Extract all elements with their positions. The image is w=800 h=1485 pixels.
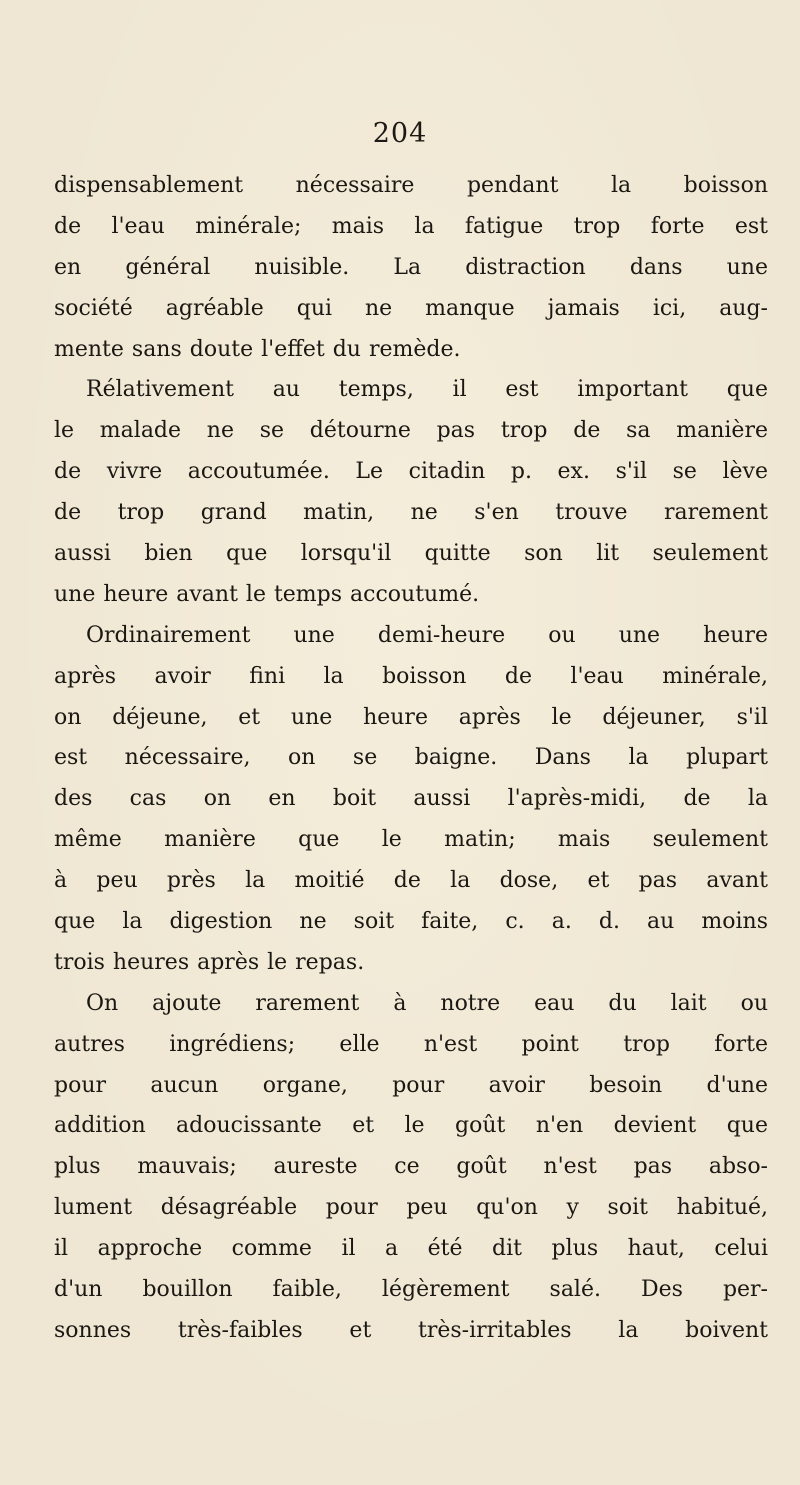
text-line: addition adoucissante et le goût n'en devient que <box>54 1113 768 1139</box>
text-line: d'un bouillon faible, légèrement salé. Des per- <box>54 1277 768 1303</box>
text-line: mente sans doute l'effet du remède. <box>54 336 461 362</box>
text-line: autres ingrédiens; elle n'est point trop forte <box>54 1031 768 1057</box>
text-line: sonnes très-faibles et très-irritables la boivent <box>54 1317 768 1343</box>
text-line: une heure avant le temps accoutumé. <box>54 581 480 607</box>
text-line: Ordinairement une demi-heure ou une heure <box>86 622 768 648</box>
text-line: on déjeune, et une heure après le déjeuner, s'il <box>54 704 768 730</box>
text-line: Rélativement au temps, il est important que <box>86 377 768 403</box>
text-line: société agréable qui ne manque jamais ici, aug- <box>54 295 768 321</box>
text-line: que la digestion ne soit faite, c. a. d. au moins <box>54 909 768 935</box>
text-line: il approche comme il a été dit plus haut, celui <box>54 1236 768 1262</box>
text-line: de l'eau minérale; mais la fatigue trop forte est <box>54 213 768 239</box>
text-line: est nécessaire, on se baigne. Dans la plupart <box>54 745 768 771</box>
text-line: dispensablement nécessaire pendant la boisson <box>54 173 768 198</box>
text-line: trois heures après le repas. <box>54 949 365 975</box>
page-number: 204 <box>372 118 428 149</box>
text-line: le malade ne se détourne pas trop de sa manière <box>54 418 768 444</box>
text-line: On ajoute rarement à notre eau du lait ou <box>86 990 768 1016</box>
text-line: après avoir fini la boisson de l'eau minérale, <box>54 663 768 689</box>
text-line: de trop grand matin, ne s'en trouve rarement <box>54 500 768 526</box>
text-line: plus mauvais; aureste ce goût n'est pas abso- <box>54 1154 768 1180</box>
body-text <box>54 166 768 1352</box>
text-line: même manière que le matin; mais seulement <box>54 827 768 853</box>
text-line: des cas on en boit aussi l'après-midi, de la <box>54 786 768 812</box>
text-line: à peu près la moitié de la dose, et pas avant <box>54 868 768 894</box>
text-line: de vivre accoutumée. Le citadin p. ex. s'il se lève <box>54 459 768 485</box>
text-line: lument désagréable pour peu qu'on y soit habitué, <box>54 1195 768 1221</box>
text-line: pour aucun organe, pour avoir besoin d'une <box>54 1072 768 1098</box>
text-line: en général nuisible. La distraction dans une <box>54 254 768 280</box>
text-line: aussi bien que lorsqu'il quitte son lit seulement <box>54 541 768 567</box>
